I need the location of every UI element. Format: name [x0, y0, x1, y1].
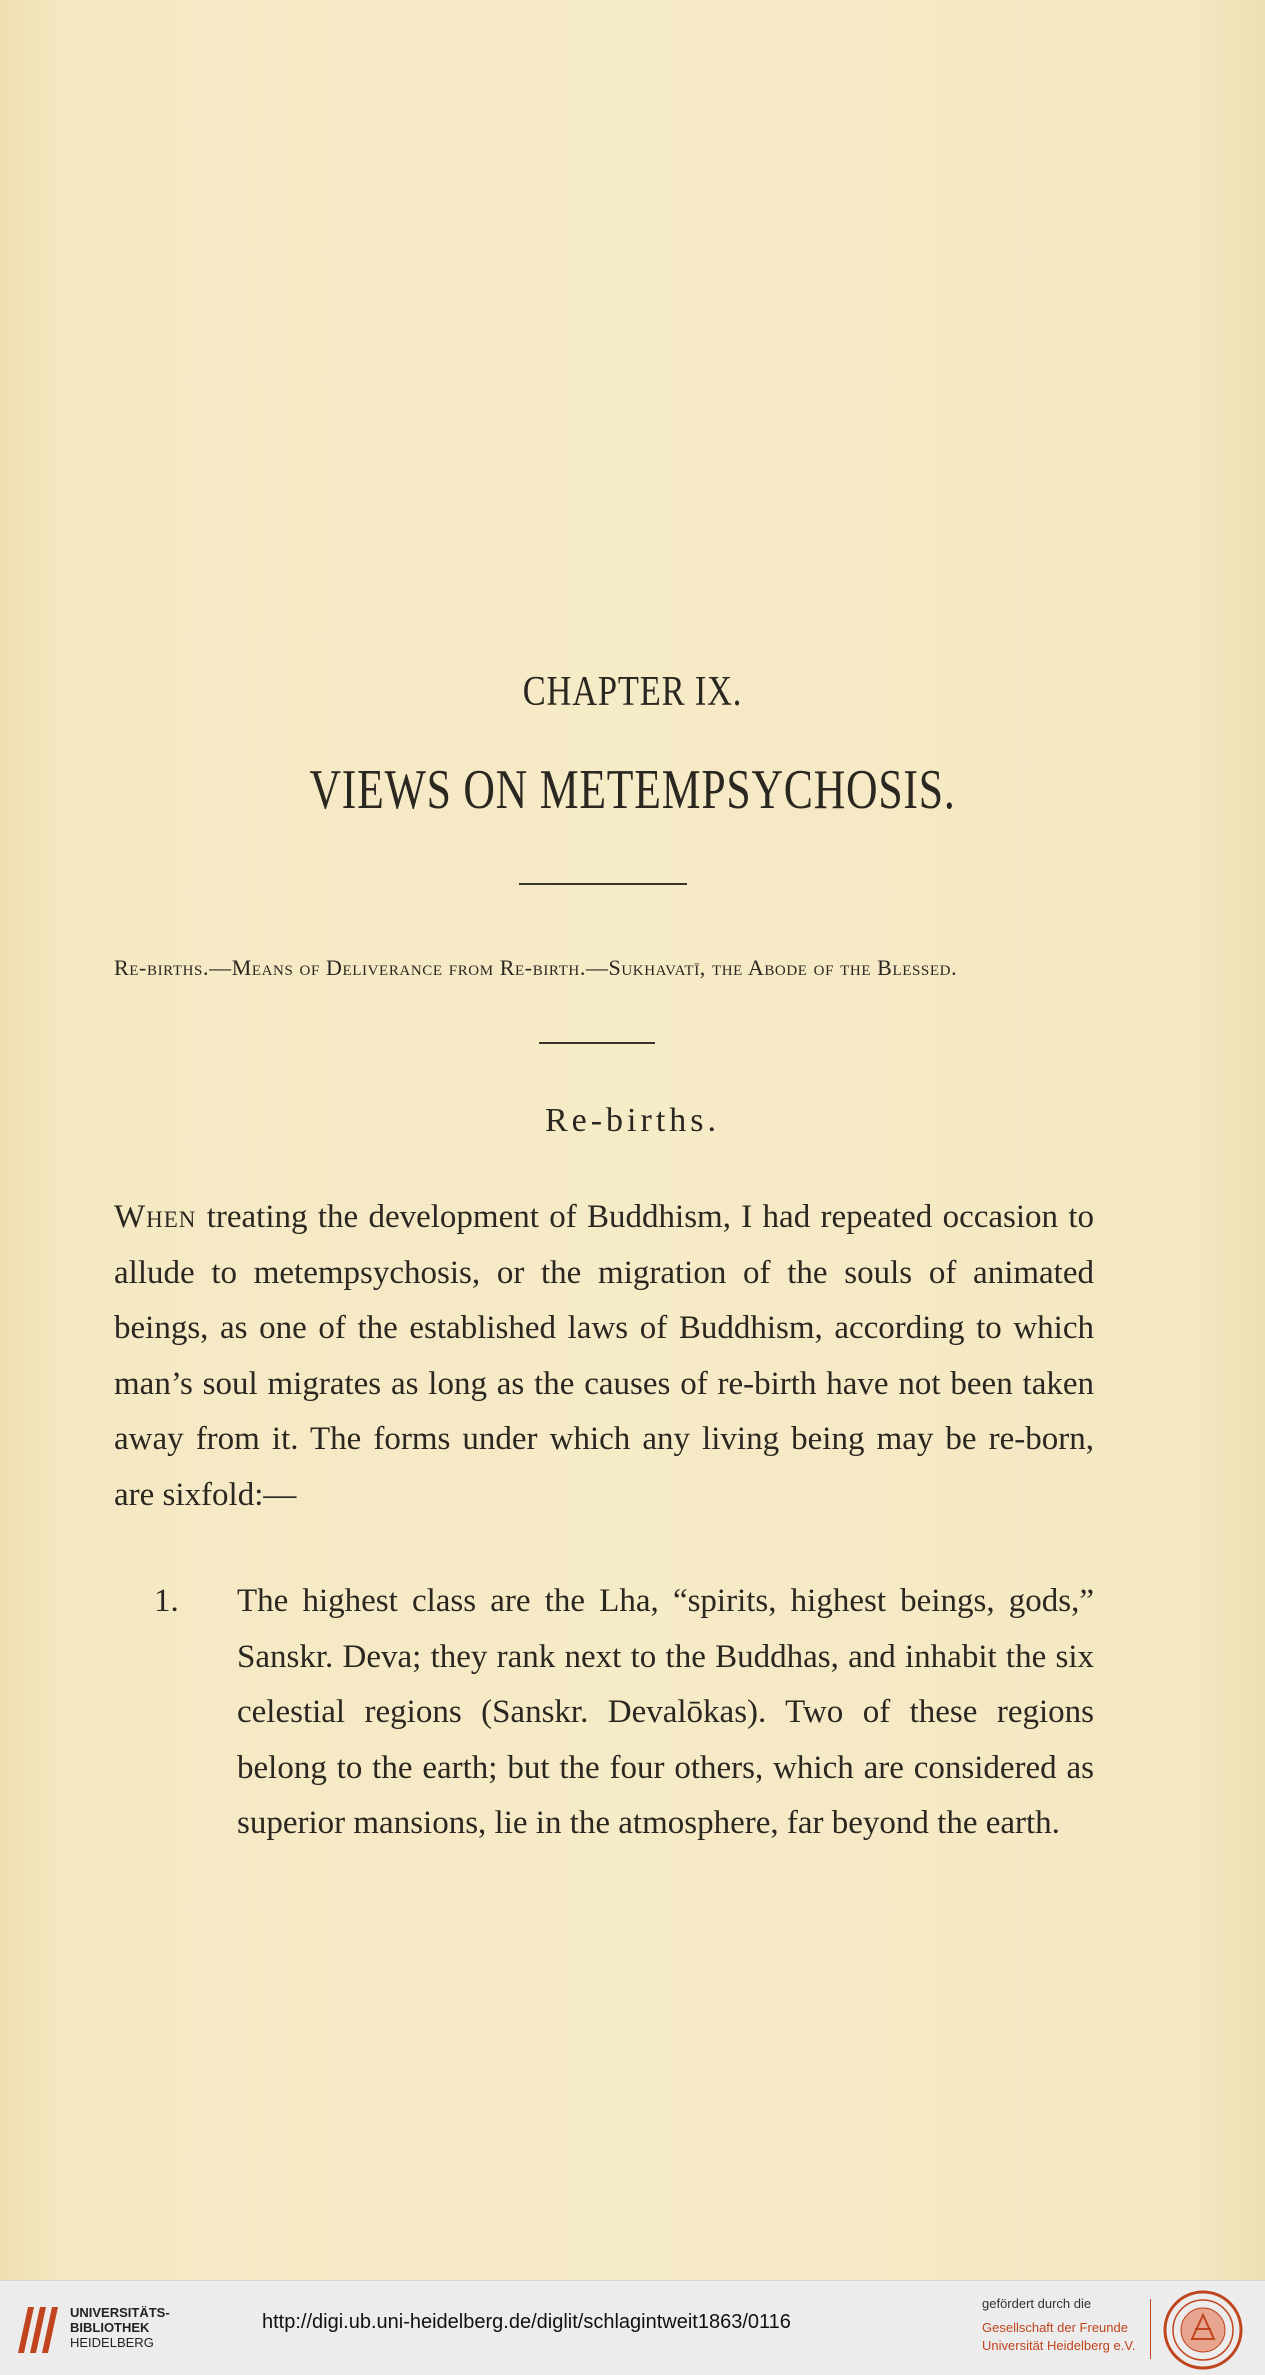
list-item-number: 1.: [154, 1583, 179, 1619]
library-name-line: BIBLIOTHEK: [70, 2320, 150, 2335]
viewer-footer: [0, 2280, 1265, 2375]
sponsor-credit: [982, 2295, 1152, 2355]
university-seal-icon: [1162, 2289, 1244, 2371]
list-item-text: The highest class are the Lha, “spirits, highest beings, gods,” Sanskr. Deva; they rank next to the Buddhas, and inhabit the six celestial regions (Sanskr. Devalōkas). Two of these regions belong to the earth; but the four others, which are considered as superior mansions, lie in the atmosphere, far beyond the earth.: [237, 1583, 1094, 1841]
divider-rule: [539, 1042, 655, 1044]
chapter-title: VIEWS ON METEMPSYCHOSIS.: [309, 759, 956, 821]
chapter-number: CHAPTER IX.: [522, 669, 743, 715]
sponsor-name: Gesellschaft der Freunde: [982, 2320, 1128, 2335]
body-paragraph: [114, 1190, 1094, 1523]
paragraph-text: treating the development of Buddhism, I had repeated occasion to allude to metempsychosis, or the migration of the souls of animated beings, as one of the established laws of Buddhism, according to which man’s soul migrates as long as the causes of re-birth have not been taken away from it. The forms under which any living being may be re-born, are sixfold:—: [114, 1199, 1094, 1513]
sponsor-name: Universität Heidelberg e.V.: [982, 2338, 1136, 2353]
permalink-url[interactable]: http://digi.ub.uni-heidelberg.de/diglit/schlagintweit1863/0116: [262, 2311, 791, 2333]
divider-rule: [519, 883, 687, 885]
paragraph-first-word: When: [114, 1199, 197, 1235]
library-name: [70, 2305, 170, 2350]
library-logo-icon: [14, 2303, 62, 2357]
library-name-line: UNIVERSITÄTS-: [70, 2305, 170, 2320]
sponsor-label: gefördert durch die: [982, 2296, 1092, 2311]
footer-divider: [1150, 2299, 1151, 2359]
section-heading: Re-births.: [544, 1102, 721, 1139]
chapter-synopsis: Re-births.—Means of Deliverance from Re-birth.—Sukhavatī, the Abode of the Blessed.: [114, 955, 958, 980]
library-name-line: HEIDELBERG: [70, 2335, 154, 2350]
